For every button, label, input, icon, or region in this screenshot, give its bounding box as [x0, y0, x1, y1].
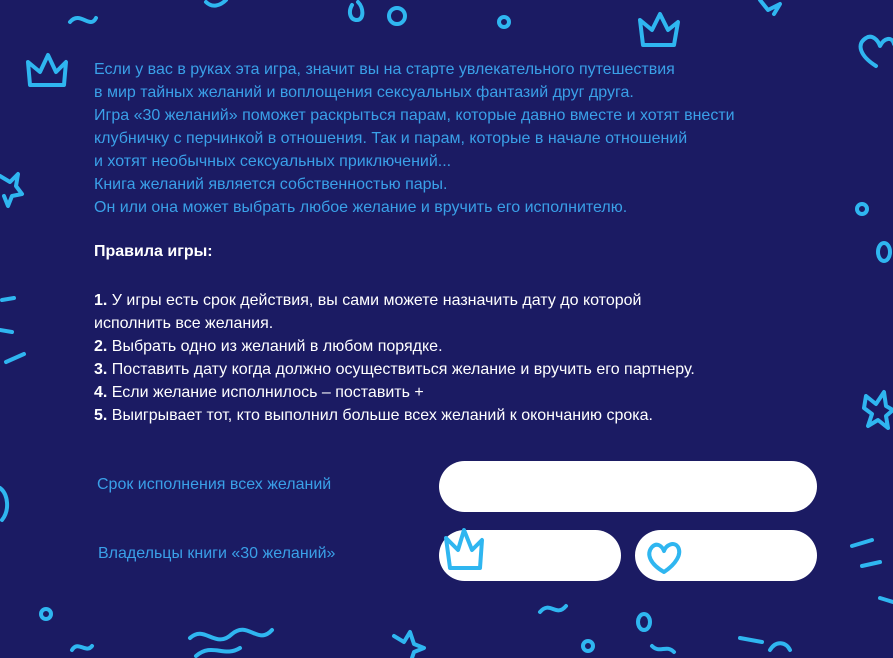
ring-doodle-icon — [583, 641, 593, 651]
dash-doodle-icon — [0, 330, 12, 332]
scribble-doodle-icon — [72, 646, 92, 650]
rule-item — [94, 289, 874, 312]
ring-doodle-icon — [350, 2, 362, 20]
ring-doodle-icon — [499, 17, 509, 27]
intro-line: Если у вас в руках эта игра, значит вы на старте увлекательного путешествия — [94, 61, 675, 78]
scribble-doodle-icon — [652, 646, 674, 652]
rule-text: Поставить дату когда должно осуществиться желание и вручить его партнеру. — [107, 361, 695, 378]
rules-title: Правила игры: — [94, 243, 213, 260]
intro-text — [94, 58, 874, 219]
rule-item — [94, 381, 874, 404]
rule-number: 3. — [94, 361, 108, 378]
dash-doodle-icon — [852, 540, 872, 546]
rule-item-continuation: исполнить все желания. — [94, 315, 274, 332]
intro-line: Он или она может выбрать любое желание и вручить его исполнителю. — [94, 199, 628, 216]
crown-doodle-icon — [28, 55, 66, 85]
wave-doodle-icon — [190, 630, 272, 640]
dash-doodle-icon — [880, 598, 893, 602]
rule-text: У игры есть срок действия, вы сами можете назначить дату до которой — [107, 292, 642, 309]
wave-doodle-icon — [540, 606, 566, 612]
dash-doodle-icon — [862, 562, 880, 566]
intro-line: Книга желаний является собственностью пары. — [94, 176, 448, 193]
intro-line: клубничку с перчинкой в отношения. Так и парам, которые в начале отношений — [94, 130, 688, 147]
heart-doodle-icon — [770, 643, 790, 650]
rules-list — [94, 289, 874, 427]
deadline-input[interactable] — [439, 461, 817, 512]
rule-item — [94, 358, 874, 381]
rule-number: 4. — [94, 384, 108, 401]
crown-doodle-icon — [640, 14, 678, 45]
intro-line: и хотят необычных сексуальных приключений... — [94, 153, 452, 170]
ring-doodle-icon — [878, 243, 890, 261]
owner1-input[interactable] — [439, 530, 621, 581]
rule-number: 5. — [94, 407, 108, 424]
wave-doodle-icon — [196, 648, 240, 656]
rule-text: Выбрать одно из желаний в любом порядке. — [107, 338, 443, 355]
rule-number: 1. — [94, 292, 108, 309]
rule-text: Если желание исполнилось – поставить + — [107, 384, 424, 401]
star-doodle-icon — [760, 0, 780, 14]
star-doodle-icon — [394, 632, 424, 658]
arc-doodle-icon — [0, 488, 7, 520]
dash-doodle-icon — [2, 298, 14, 300]
rule-item — [94, 335, 874, 358]
ring-doodle-icon — [638, 614, 650, 630]
ring-doodle-icon — [41, 609, 51, 619]
deadline-label: Срок исполнения всех желаний — [97, 476, 332, 493]
intro-line: Игра «30 желаний» поможет раскрыться парам, которые давно вместе и хотят внести — [94, 107, 735, 124]
rule-number: 2. — [94, 338, 108, 355]
dash-doodle-icon — [6, 354, 24, 362]
owner2-input[interactable] — [635, 530, 817, 581]
dash-doodle-icon — [740, 638, 762, 642]
scribble-doodle-icon — [206, 0, 226, 6]
scribble-doodle-icon — [70, 18, 96, 22]
rule-item — [94, 404, 874, 427]
owners-label: Владельцы книги «30 желаний» — [98, 545, 336, 562]
ring-doodle-icon — [389, 8, 405, 24]
star-doodle-icon — [0, 174, 22, 206]
rule-text: Выигрывает тот, кто выполнил больше всех желаний к окончанию срока. — [107, 407, 653, 424]
intro-line: в мир тайных желаний и воплощения сексуальных фантазий друг друга. — [94, 84, 634, 101]
